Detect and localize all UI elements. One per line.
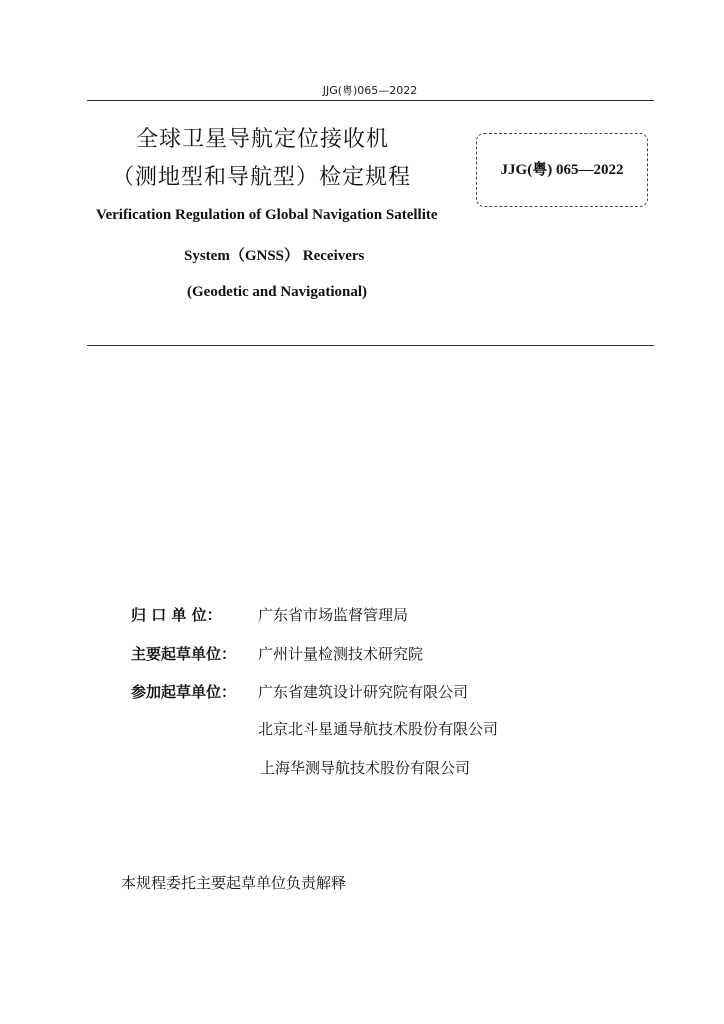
- title-english-line-1: Verification Regulation of Global Navigation Satellite: [96, 207, 438, 223]
- interpretation-note: 本规程委托主要起草单位负责解释: [121, 874, 347, 892]
- standard-code-box-text: JJG(粤) 065—2022: [500, 162, 624, 178]
- responsible-unit-label: 归 口 单 位：: [131, 606, 222, 624]
- title-chinese-line-1: 全球卫星导航定位接收机: [136, 127, 390, 152]
- header-divider: [87, 100, 654, 101]
- participating-unit-value: 上海华测导航技术股份有限公司: [260, 759, 471, 777]
- responsible-unit-value: 广东省市场监督管理局: [258, 606, 409, 624]
- title-english-line-2: System（GNSS） Receivers: [184, 248, 365, 264]
- participating-unit-row: [131, 681, 468, 702]
- title-chinese-line-2: （测地型和导航型）检定规程: [112, 165, 412, 190]
- standard-code-box: [476, 133, 648, 207]
- title-divider: [87, 345, 654, 346]
- main-drafting-unit-row: [131, 643, 423, 664]
- participating-unit-value: 广东省建筑设计研究院有限公司: [258, 683, 469, 701]
- header-standard-code: JJG(粤)065—2022: [322, 84, 418, 97]
- main-drafting-unit-label: 主要起草单位：: [131, 645, 237, 663]
- responsible-unit-row: [131, 604, 408, 625]
- main-drafting-unit-value: 广州计量检测技术研究院: [258, 645, 424, 663]
- participating-unit-label: 参加起草单位：: [131, 683, 237, 701]
- participating-unit-value: 北京北斗星通导航技术股份有限公司: [258, 720, 499, 738]
- title-english-line-3: (Geodetic and Navigational): [187, 284, 367, 300]
